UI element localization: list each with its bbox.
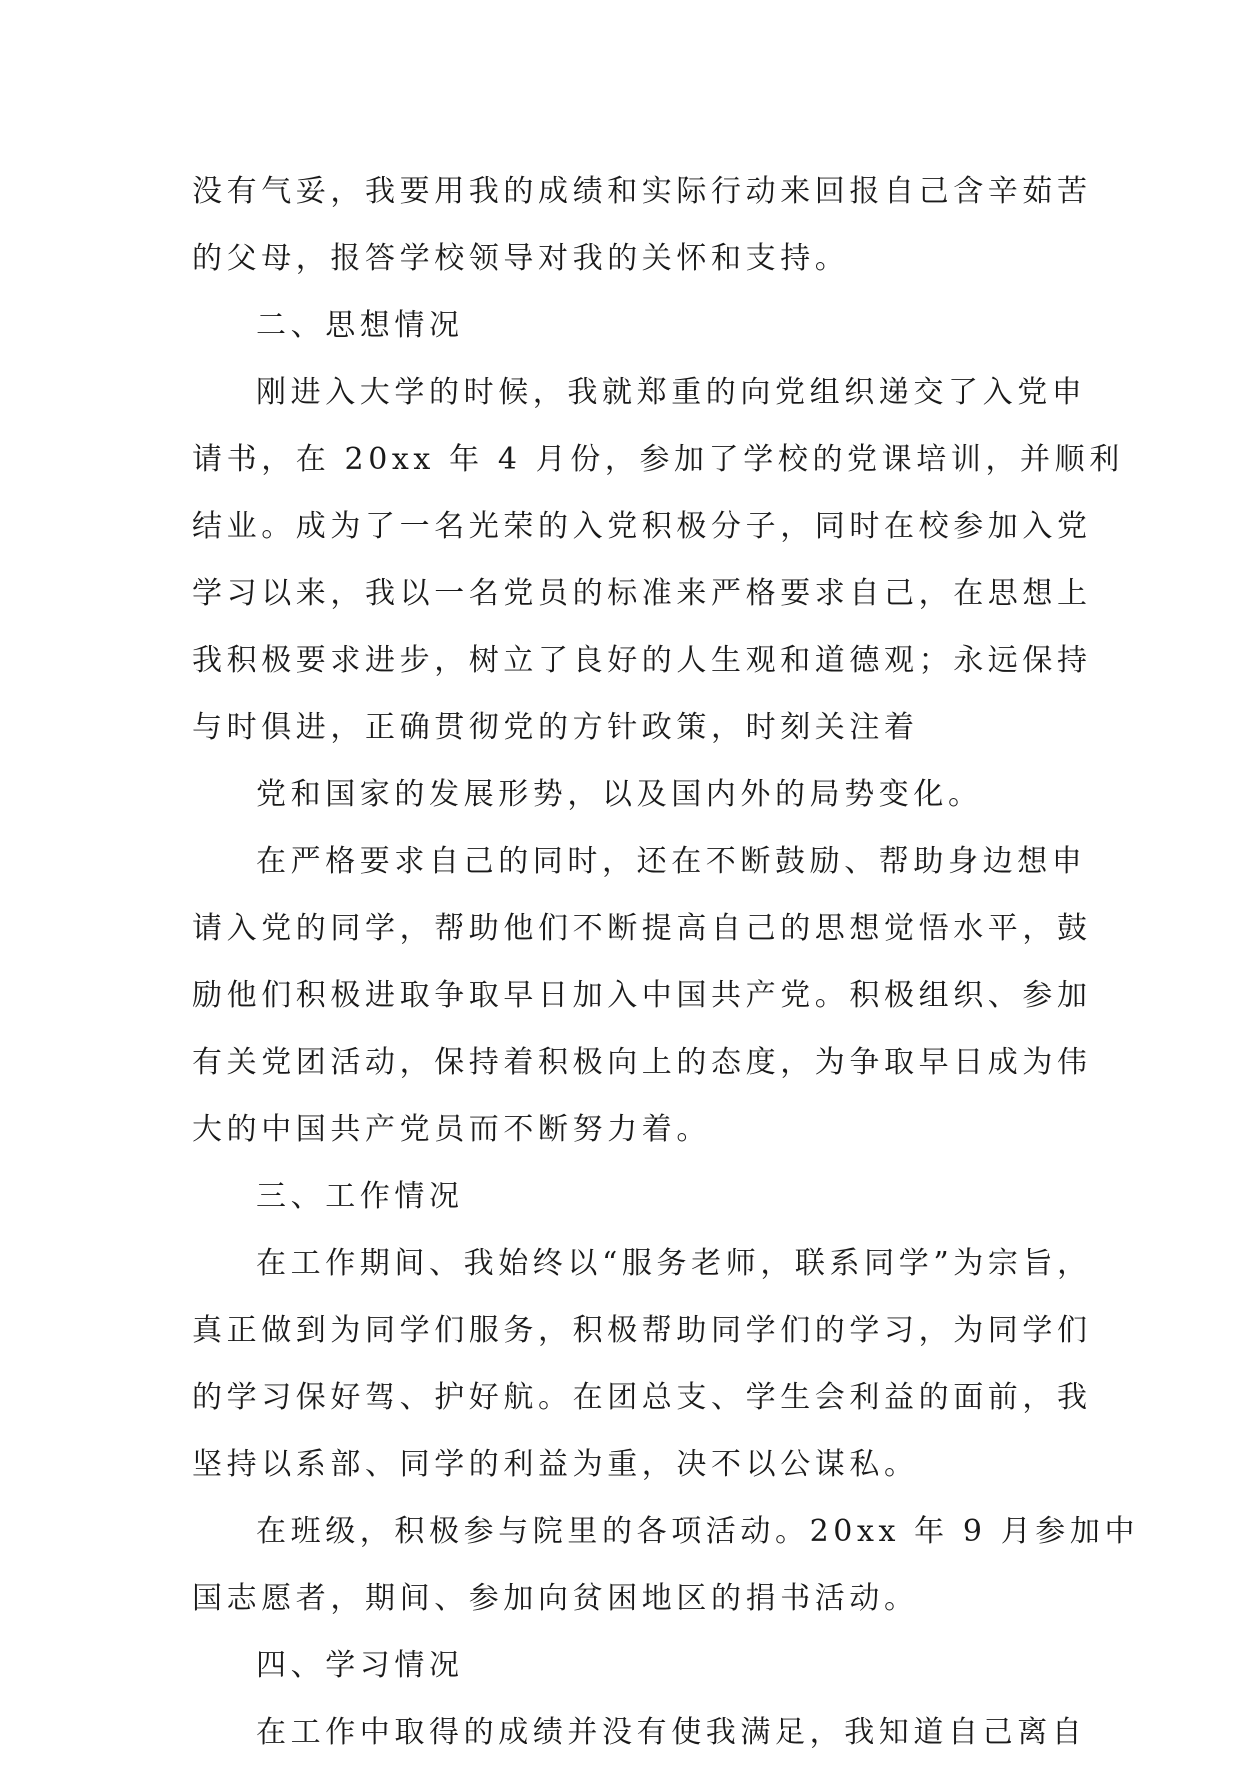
text-line: 我积极要求进步，树立了良好的人生观和道德观；永远保持	[192, 643, 1092, 678]
section-heading: 三、工作情况	[256, 1179, 464, 1214]
text-line: 与时俱进，正确贯彻党的方针政策，时刻关注着	[192, 710, 919, 745]
paragraph-start-line: 在严格要求自己的同时，还在不断鼓励、帮助身边想申	[256, 844, 1087, 879]
text-line: 国志愿者，期间、参加向贫困地区的捐书活动。	[192, 1581, 919, 1616]
text-line: 真正做到为同学们服务，积极帮助同学们的学习，为同学们	[192, 1313, 1092, 1348]
text-line: 励他们积极进取争取早日加入中国共产党。积极组织、参加	[192, 978, 1092, 1013]
paragraph-start-line: 刚进入大学的时候，我就郑重的向党组织递交了入党申	[256, 375, 1087, 410]
paragraph-start-line: 党和国家的发展形势，以及国内外的局势变化。	[256, 777, 983, 812]
paragraph-start-line: 在工作期间、我始终以“服务老师，联系同学”为宗旨，	[256, 1246, 1092, 1281]
text-line: 学习以来，我以一名党员的标准来严格要求自己，在思想上	[192, 576, 1092, 611]
text-line: 的学习保好驾、护好航。在团总支、学生会利益的面前，我	[192, 1380, 1092, 1415]
paragraph-start-line: 在工作中取得的成绩并没有使我满足，我知道自己离自	[256, 1715, 1087, 1750]
text-line: 没有气妥，我要用我的成绩和实际行动来回报自己含辛茹苦	[192, 174, 1092, 209]
document-page	[192, 158, 1140, 1766]
text-line: 结业。成为了一名光荣的入党积极分子，同时在校参加入党	[192, 509, 1092, 544]
section-heading: 二、思想情况	[256, 308, 464, 343]
text-line: 请书，在 20xx 年 4 月份，参加了学校的党课培训，并顺利	[192, 442, 1124, 477]
text-line: 请入党的同学，帮助他们不断提高自己的思想觉悟水平，鼓	[192, 911, 1092, 946]
text-line: 有关党团活动，保持着积极向上的态度，为争取早日成为伟	[192, 1045, 1092, 1080]
text-line: 坚持以系部、同学的利益为重，决不以公谋私。	[192, 1447, 919, 1482]
paragraph-start-line: 在班级，积极参与院里的各项活动。20xx 年 9 月参加中	[256, 1514, 1140, 1549]
text-line: 大的中国共产党员而不断努力着。	[192, 1112, 711, 1147]
text-line: 的父母，报答学校领导对我的关怀和支持。	[192, 241, 850, 276]
section-heading: 四、学习情况	[256, 1648, 464, 1683]
